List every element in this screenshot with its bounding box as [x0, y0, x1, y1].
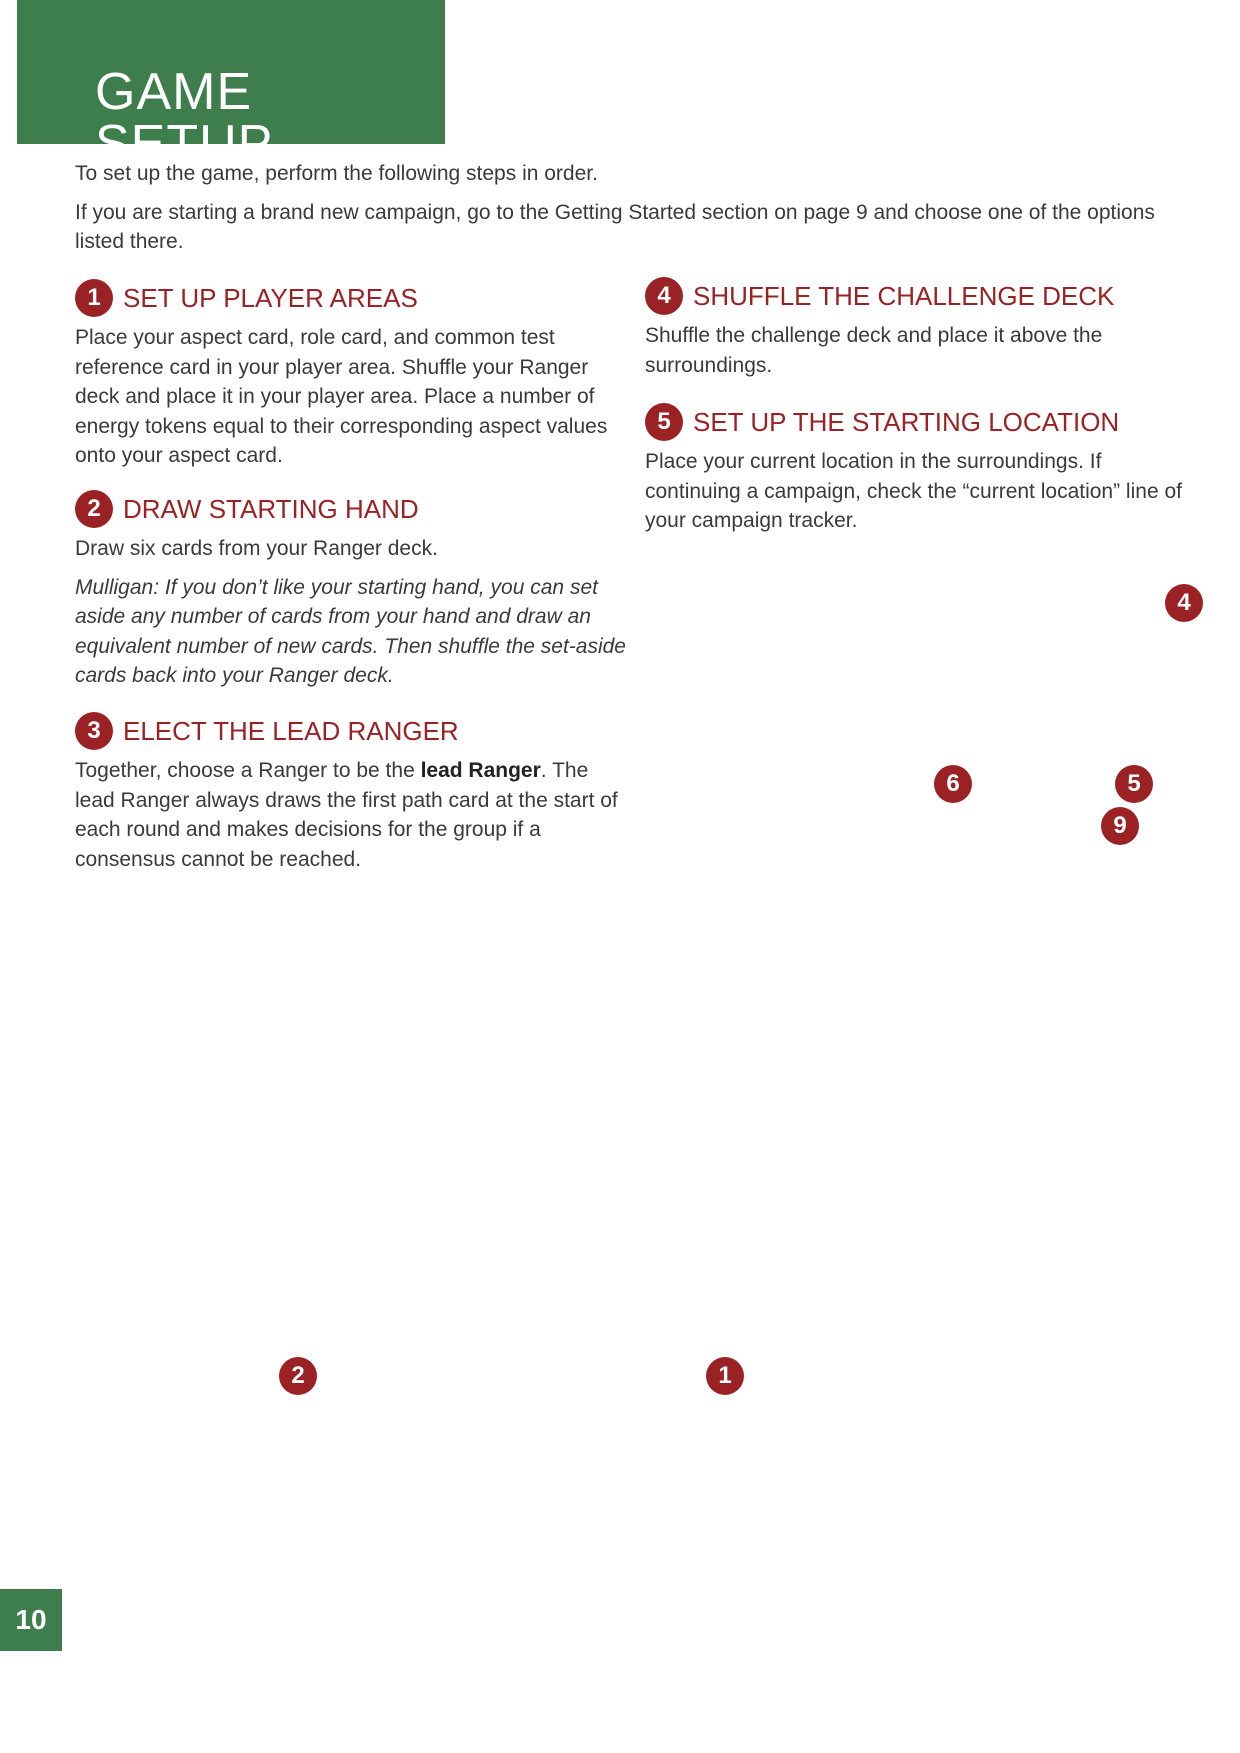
- step-1-section: [75, 278, 630, 471]
- step-title: DRAW STARTING HAND: [123, 493, 419, 524]
- step-number-badge: 3: [75, 712, 113, 750]
- step-title: SET UP PLAYER AREAS: [123, 282, 418, 313]
- step-header: [75, 278, 630, 318]
- step-header: [645, 402, 1185, 442]
- diagram-marker-1: 1: [706, 1357, 744, 1395]
- diagram-marker-2: 2: [279, 1357, 317, 1395]
- diagram-marker-4: 4: [1165, 584, 1203, 622]
- step-body-text: . The lead Ranger always draws the first path card at the start of each round and makes decisions for the group if a consensus cannot be reached.: [75, 759, 618, 871]
- diagram-marker-9: 9: [1101, 807, 1139, 845]
- step-title: ELECT THE LEAD RANGER: [123, 715, 459, 746]
- step-header: [645, 276, 1185, 316]
- diagram-marker-5: 5: [1115, 765, 1153, 803]
- step-3-section: [75, 711, 630, 874]
- step-2-section: [75, 489, 630, 691]
- step-body: Place your current location in the surroundings. If continuing a campaign, check the “current location” line of your campaign tracker.: [645, 450, 1182, 532]
- step-number-badge: 5: [645, 403, 683, 441]
- step-4-section: [645, 276, 1185, 380]
- step-number-badge: 2: [75, 490, 113, 528]
- step-title: SHUFFLE THE CHALLENGE DECK: [693, 280, 1115, 311]
- step-body: Draw six cards from your Ranger deck.: [75, 537, 438, 560]
- step-header: [75, 711, 630, 751]
- diagram-marker-6: 6: [934, 765, 972, 803]
- intro-paragraph: To set up the game, perform the following steps in order.: [75, 162, 598, 185]
- mulligan-note: Mulligan: If you don’t like your starting hand, you can set aside any number of cards from your hand and draw an equivalent number of new cards. Then shuffle the set-aside cards back into your Ranger deck.: [75, 575, 626, 687]
- lead-ranger-term: lead Ranger: [420, 759, 541, 782]
- step-body: Shuffle the challenge deck and place it above the surroundings.: [645, 324, 1103, 377]
- step-body-text: Together, choose a Ranger to be the: [75, 759, 421, 782]
- step-body: [75, 756, 630, 874]
- page-number: 10: [0, 1589, 62, 1651]
- step-number-badge: 1: [75, 279, 113, 317]
- page-title-banner: [17, 0, 445, 173]
- step-title: SET UP THE STARTING LOCATION: [693, 406, 1120, 437]
- step-body: Place your aspect card, role card, and common test reference card in your player area. Shuffle your Ranger deck and place it in your player area. Place a number of energy tokens equal to their corresponding aspect values onto your aspect card.: [75, 326, 608, 467]
- page-title: GAME SETUP: [95, 63, 274, 173]
- step-number-badge: 4: [645, 277, 683, 315]
- step-header: [75, 489, 630, 529]
- step-5-section: [645, 402, 1185, 536]
- intro-paragraph: If you are starting a brand new campaign, go to the Getting Started section on page 9 and choose one of the options listed there.: [75, 201, 1155, 253]
